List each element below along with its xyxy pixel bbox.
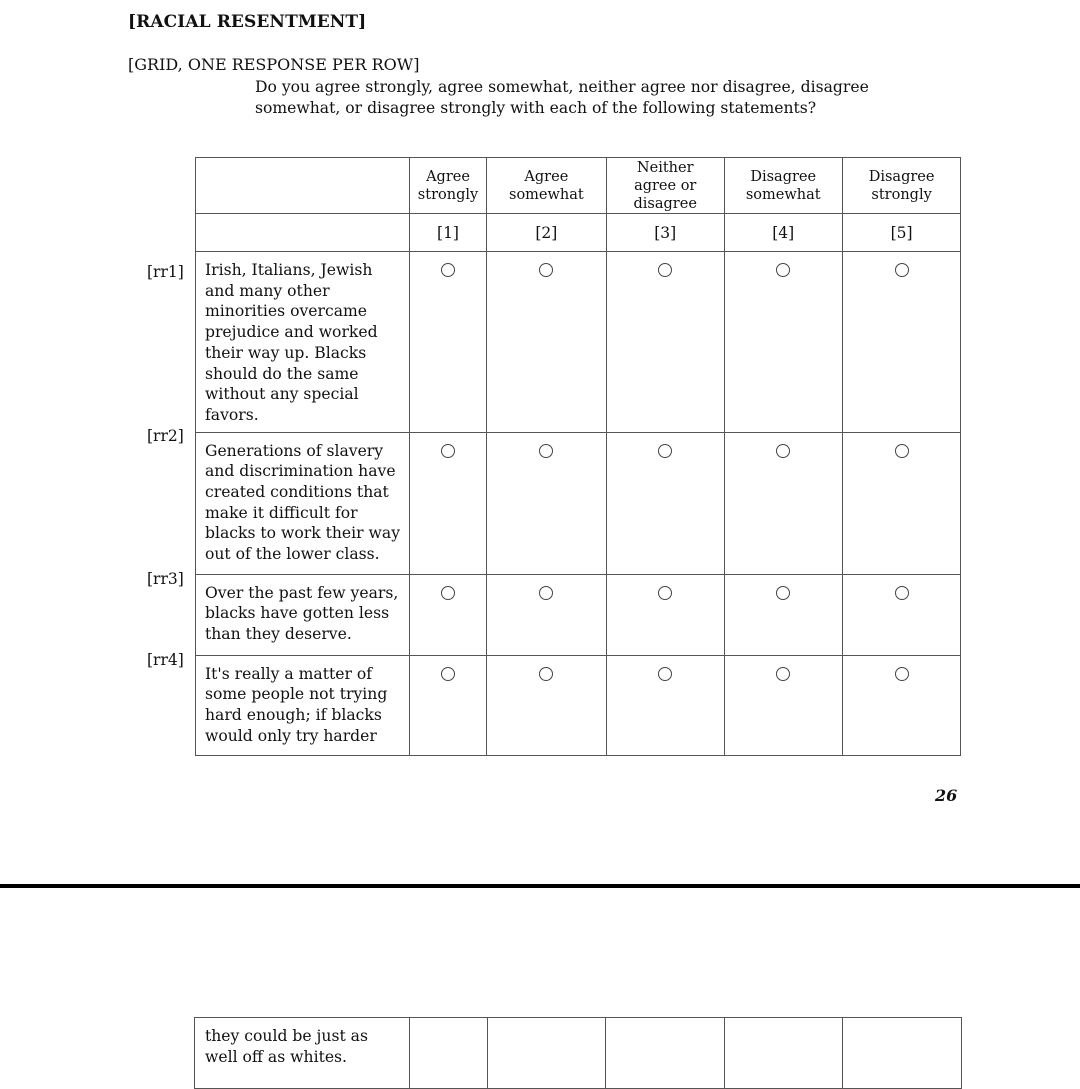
radio-button[interactable] [539, 667, 553, 681]
header-blank-cell [196, 158, 410, 214]
radio-button[interactable] [539, 444, 553, 458]
table-row [196, 252, 961, 433]
header-agree-strongly: Agree strongly [410, 158, 487, 214]
continuation-grid [194, 1017, 962, 1089]
empty-cell [488, 1018, 606, 1089]
radio-button[interactable] [658, 263, 672, 277]
radio-button[interactable] [895, 263, 909, 277]
row-code-rr2: [rr2] [147, 427, 184, 445]
radio-button[interactable] [658, 444, 672, 458]
radio-button[interactable] [776, 444, 790, 458]
code-row [196, 214, 961, 252]
radio-button[interactable] [441, 444, 455, 458]
radio-button[interactable] [441, 263, 455, 277]
option-code: [5] [842, 214, 961, 252]
radio-button[interactable] [658, 667, 672, 681]
response-grid [195, 157, 961, 756]
header-disagree-strongly: Disagree strongly [842, 158, 961, 214]
code-blank-cell [196, 214, 410, 252]
radio-button[interactable] [658, 586, 672, 600]
radio-button[interactable] [539, 263, 553, 277]
header-disagree-somewhat: Disagree somewhat [724, 158, 842, 214]
row-code-rr4: [rr4] [147, 651, 184, 669]
grid-instruction: [GRID, ONE RESPONSE PER ROW] [128, 55, 420, 74]
empty-cell [410, 1018, 488, 1089]
statement-text: Over the past few years, blacks have gotten less than they deserve. [196, 574, 410, 655]
radio-button[interactable] [895, 586, 909, 600]
radio-button[interactable] [539, 586, 553, 600]
continuation-text: they could be just as well off as whites. [195, 1018, 410, 1089]
page-number: 26 [935, 786, 958, 805]
radio-button[interactable] [776, 586, 790, 600]
option-code: [3] [606, 214, 724, 252]
radio-button[interactable] [776, 263, 790, 277]
option-code: [4] [724, 214, 842, 252]
header-row [196, 158, 961, 214]
radio-button[interactable] [895, 667, 909, 681]
row-code-rr1: [rr1] [147, 263, 184, 281]
statement-text: Irish, Italians, Jewish and many other minorities overcame prejudice and worked their way up. Blacks should do the same without any special favors. [196, 252, 410, 433]
row-code-rr3: [rr3] [147, 570, 184, 588]
radio-button[interactable] [441, 586, 455, 600]
empty-cell [606, 1018, 725, 1089]
statement-text: Generations of slavery and discrimination have created conditions that make it difficult for blacks to work their way out of the lower class. [196, 432, 410, 574]
empty-cell [843, 1018, 962, 1089]
radio-button[interactable] [776, 667, 790, 681]
table-row [195, 1018, 962, 1089]
table-row [196, 574, 961, 655]
empty-cell [725, 1018, 843, 1089]
radio-button[interactable] [441, 667, 455, 681]
section-title: [RACIAL RESENTMENT] [128, 12, 367, 32]
statement-text: It's really a matter of some people not trying hard enough; if blacks would only try harder [196, 655, 410, 755]
question-text: Do you agree strongly, agree somewhat, neither agree nor disagree, disagree somewhat, or disagree strongly with each of the following statements? [255, 78, 869, 117]
option-code: [1] [410, 214, 487, 252]
page-break-divider [0, 884, 1080, 888]
header-neither: Neither agree or disagree [606, 158, 724, 214]
header-agree-somewhat: Agree somewhat [487, 158, 607, 214]
radio-button[interactable] [895, 444, 909, 458]
option-code: [2] [487, 214, 607, 252]
table-row [196, 432, 961, 574]
table-row [196, 655, 961, 755]
